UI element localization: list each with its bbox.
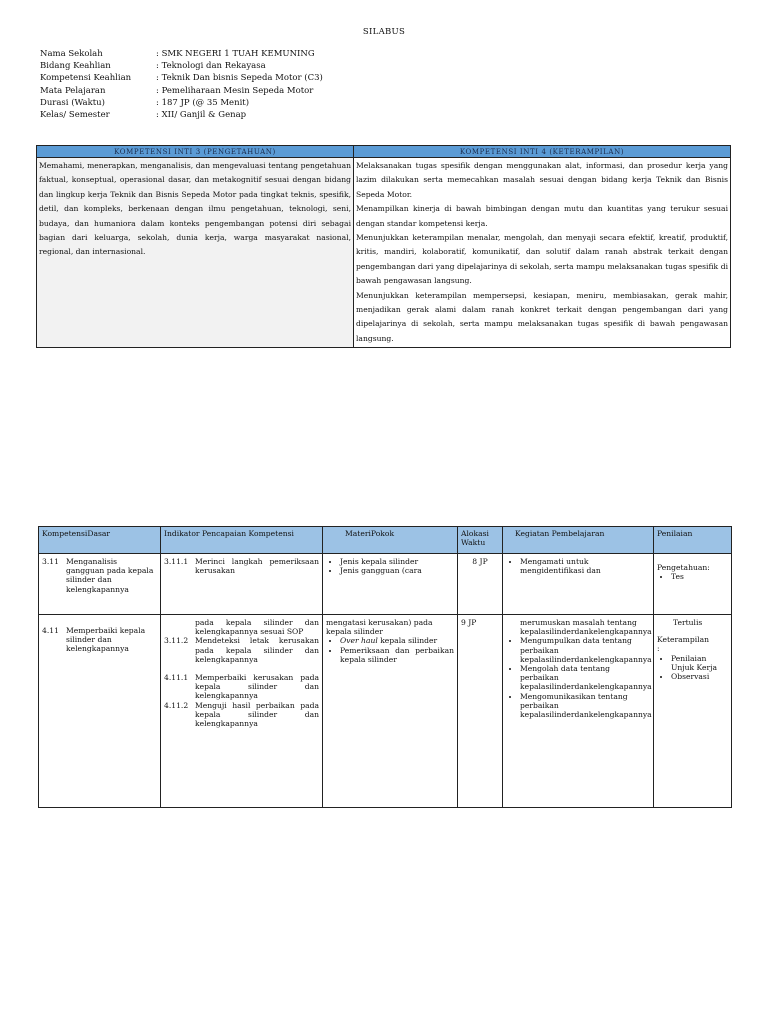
page-title: SILABUS <box>362 27 406 37</box>
syllabus-table <box>38 526 732 808</box>
ipk-cell <box>161 554 323 615</box>
info-value: : 187 JP (@ 35 Menit) <box>156 97 250 108</box>
info-value: : SMK NEGERI 1 TUAH KEMUNING <box>156 49 315 59</box>
penilaian-cell <box>654 615 732 808</box>
info-value: : XII/ Ganjil & Genap <box>156 110 247 121</box>
ipk-cell <box>161 615 323 808</box>
ki4-cell <box>354 158 731 348</box>
alokasi-cell: 8 JP <box>458 554 503 615</box>
list-item: • Mengamati untuk mengidentifikasi dan <box>520 557 650 575</box>
kd-cell <box>39 615 161 808</box>
list-item: • Mengumpulkan data tentang perbaikan kepalasilinderdankelengkapannya <box>520 636 650 664</box>
list-item: • Mengolah data tentang perbaikan kepalasilinderdankelengkapannya <box>520 664 650 692</box>
materi-cell <box>323 554 458 615</box>
materi-text: mengatasi kerusakan) pada kepala silinder <box>326 618 433 637</box>
info-row <box>40 109 323 121</box>
ki4-paragraph: Menampilkan kinerja di bawah bimbingan dengan mutu dan kuantitas yang terukur sesuai dengan standar kompetensi kerja. <box>356 204 728 228</box>
info-label: Nama Sekolah <box>40 49 103 59</box>
info-label: Durasi (Waktu) <box>40 97 105 108</box>
list-item-text: kepala silinder <box>377 636 438 646</box>
list-item: • Tes <box>671 572 728 581</box>
ki4-header: KOMPETENSI INTI 4 (KETERAMPILAN) <box>354 146 731 158</box>
school-info <box>40 48 323 121</box>
ipk-number: 4.11.1 <box>164 673 189 683</box>
ki4-paragraph: Menunjukkan keterampilan menalar, mengolah, dan menyaji secara efektif, kreatif, produktif, kritis, mandiri, kolaboratif, komunikatif, dan solutif dalam ranah abstrak terkait dengan pengembangan dari yang dipelajarinya di sekolah, serta mampu melaksanakan tugas spesifik di bawah pengawasan langsung. <box>356 233 728 286</box>
info-row <box>40 85 323 97</box>
ki3-cell <box>37 158 354 348</box>
ipk-text: Merinci langkah pemeriksaan kerusakan <box>195 557 319 576</box>
penilaian-colon: : <box>657 644 660 654</box>
header-kd: KompetensiDasar <box>39 527 161 554</box>
penilaian-label: Pengetahuan: <box>657 563 710 572</box>
ipk-text: Menguji hasil perbaikan pada kepala silinder dan kelengkapannya <box>195 700 319 729</box>
info-row <box>40 97 323 109</box>
list-item <box>340 636 454 645</box>
ki4-paragraph: Menunjukkan keterampilan mempersepsi, kesiapan, meniru, membiasakan, gerak mahir, menjadikan gerak alami dalam ranah konkret terkait dengan pengembangan dari yang dipelajarinya di sekolah, serta mampu melaksanakan tugas spesifik di bawah pengawasan langsung. <box>356 290 728 343</box>
kd-number: 4.11 <box>42 626 59 635</box>
list-item: • Penilaian Unjuk Kerja <box>671 654 728 672</box>
header-ipk: Indikator Pencapaian Kompetensi <box>161 527 323 554</box>
penilaian-cell <box>654 554 732 615</box>
ipk-number: 4.11.2 <box>164 700 189 710</box>
list-item-text: Pemeriksaan dan perbaikan kepala silinder <box>340 645 454 664</box>
list-item: • Jenis kepala silinder <box>340 557 454 566</box>
penilaian-text: Tertulis <box>673 618 703 627</box>
list-item: • Jenis gangguan (cara <box>340 566 454 575</box>
ki3-text: Memahami, menerapkan, menganalisis, dan mengevaluasi tentang pengetahuan faktual, konseptual, operasional dasar, dan metakognitif sesuai dengan bidang dan lingkup kerja Teknik dan Bisnis Sepeda Motor pada tingkat teknis, spesifik, detil, dan kompleks, berkenaan dengan ilmu pengetahuan, teknologi, seni, budaya, dan humaniora dalam konteks pengembangan potensi diri sebagai bagian dari keluarga, sekolah, dunia kerja, warga masyarakat nasional, regional, dan internasional. <box>39 161 351 257</box>
info-value: : Teknik Dan bisnis Sepeda Motor (C3) <box>156 73 323 84</box>
ki3-header: KOMPETENSI INTI 3 (PENGETAHUAN) <box>37 146 354 158</box>
info-label: Kelas/ Semester <box>40 110 110 121</box>
list-item <box>340 646 454 664</box>
info-label: Mata Pelajaran <box>40 85 106 96</box>
ipk-text: Mendeteksi letak kerusakan pada kepala silinder dan kelengkapannya <box>195 636 319 664</box>
alokasi-cell: 9 JP <box>458 615 503 808</box>
header-materi: MateriPokok <box>323 527 458 554</box>
ipk-text: pada kepala silinder dan kelengkapannya sesuai SOP <box>195 618 319 637</box>
kegiatan-cell <box>503 554 654 615</box>
info-label: Kompetensi Keahlian <box>40 73 132 84</box>
ipk-number: 3.11.2 <box>164 636 189 646</box>
info-label: Bidang Keahlian <box>40 61 111 72</box>
emphasis-text: Over haul <box>340 636 378 646</box>
info-value: : Teknologi dan Rekayasa <box>156 61 266 72</box>
penilaian-label: Keterampilan <box>657 635 710 645</box>
kd-text: Menganalisis gangguan pada kepala silinder dan kelengkapannya <box>66 557 154 594</box>
info-row <box>40 60 323 72</box>
header-kegiatan: Kegiatan Pembelajaran <box>503 527 654 554</box>
ipk-text: Memperbaiki kerusakan pada kepala silinder dan kelengkapannya <box>195 673 319 701</box>
info-row <box>40 48 323 60</box>
materi-cell <box>323 615 458 808</box>
kegiatan-cell <box>503 615 654 808</box>
list-item: • Mengomunikasikan tentang perbaikan kepalasilinderdankelengkapannya <box>520 692 650 720</box>
kd-cell <box>39 554 161 615</box>
ki4-paragraph: Melaksanakan tugas spesifik dengan menggunakan alat, informasi, dan prosedur kerja yang lazim dilakukan serta memecahkan masalah sesuai dengan bidang kerja Teknik dan Bisnis Sepeda Motor. <box>356 161 728 199</box>
header-penilaian: Penilaian <box>654 527 732 554</box>
info-value: : Pemeliharaan Mesin Sepeda Motor <box>156 85 314 96</box>
header-alokasi: Alokasi Waktu <box>458 527 503 554</box>
ipk-number: 3.11.1 <box>164 557 189 566</box>
core-competence-table <box>36 145 731 348</box>
kd-text: Memperbaiki kepala silinder dan kelengkapannya <box>66 626 146 654</box>
info-row <box>40 72 323 84</box>
list-item: • Observasi <box>671 672 728 681</box>
kegiatan-text: merumuskan masalah tentang kepalasilinderdankelengkapannya <box>520 618 652 637</box>
kd-number: 3.11 <box>42 557 59 566</box>
